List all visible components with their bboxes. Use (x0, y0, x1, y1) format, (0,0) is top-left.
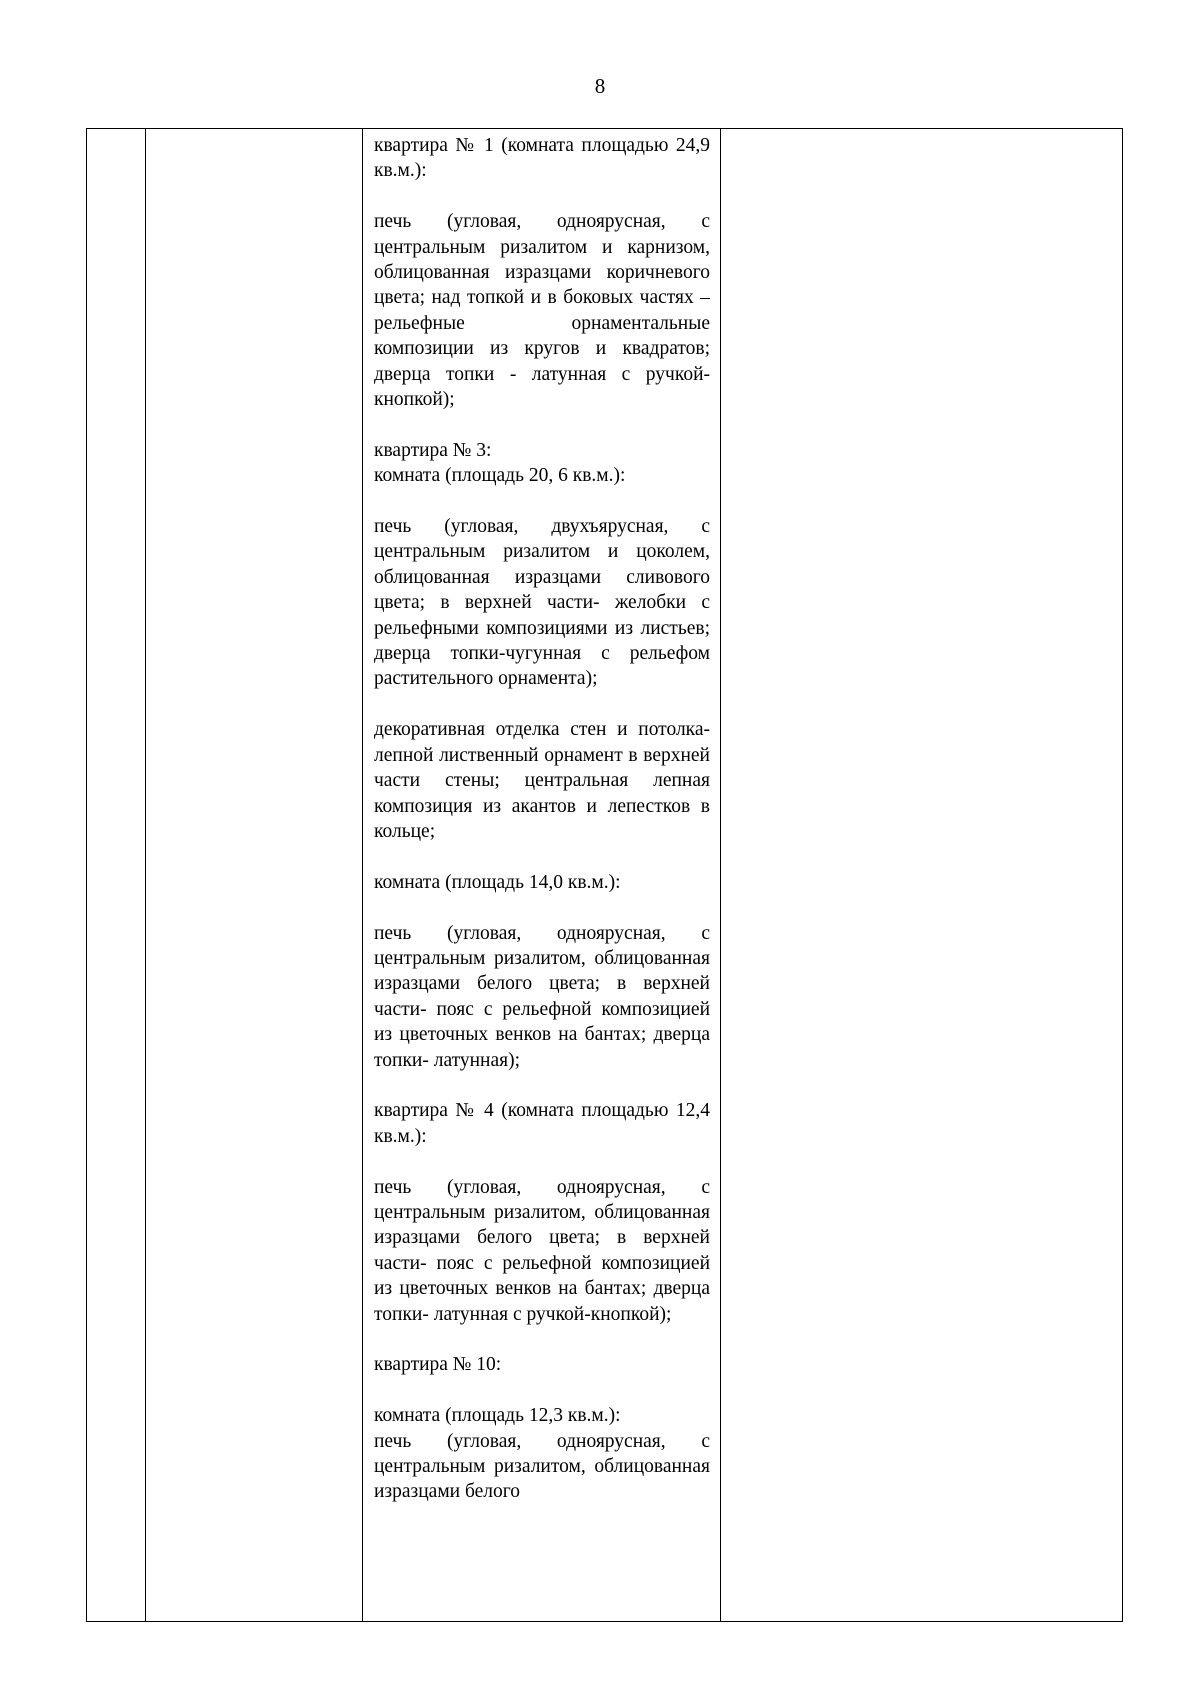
paragraph-stove-plum: печь (угловая, двухъярусная, с центральным ризалитом и цоколем, облицованная изразцами сливового цвета; в верхней части- желобки с рельефными композициями из листьев; дверца топки-чугунная с рельефом растительного орнамента); (374, 516, 710, 690)
paragraph-room-14-0: комната (площадь 14,0 кв.м.): (374, 871, 621, 893)
paragraph-stove-brown: печь (угловая, одноярусная, с центральным ризалитом и карнизом, облицованная изразцами коричневого цвета; над топкой и в боковых частях – рельефные орнаментальные композиции из кругов и квадратов; дверца топки - латунная с ручкой-кнопкой); (374, 211, 710, 411)
paragraph-room-20-6: комната (площадь 20, 6 кв.м.): (374, 465, 626, 487)
page-number: 8 (594, 74, 606, 98)
table-row (87, 129, 1123, 1622)
description-content (363, 129, 720, 1505)
paragraph-room-12-3: комната (площадь 12,3 кв.м.): (374, 1405, 621, 1427)
paragraph-stove-white-2: печь (угловая, одноярусная, с центральным ризалитом, облицованная изразцами белого цвета; в верхней части- пояс с рельефной композицией из цветочных венков на бантах; дверца топки- латунная с ручкой-кнопкой); (374, 1176, 710, 1325)
table-cell-number (87, 129, 146, 1622)
paragraph-apartment-4: квартира № 4 (комната площадью 12,4 кв.м.): (374, 1100, 710, 1147)
document-table (86, 128, 1123, 1622)
paragraph-apartment-3: квартира № 3: (374, 439, 492, 461)
table-cell-description (363, 129, 721, 1622)
paragraph-apartment-1: квартира № 1 (комната площадью 24,9 кв.м.): (374, 135, 710, 182)
table-cell-name (146, 129, 363, 1622)
table-cell-notes (721, 129, 1123, 1622)
paragraph-stove-white-1: печь (угловая, одноярусная, с центральным ризалитом, облицованная изразцами белого цвета; в верхней части- пояс с рельефной композицией из цветочных венков на бантах; дверца топки- латунная); (374, 922, 710, 1071)
paragraph-stove-white-3: печь (угловая, одноярусная, с центральным ризалитом, облицованная изразцами белого (374, 1430, 710, 1503)
paragraph-apartment-10: квартира № 10: (374, 1354, 502, 1376)
paragraph-wall-decoration: декоративная отделка стен и потолка- лепной лиственный орнамент в верхней части стены; центральная лепная композиция из акантов и лепестков в кольце; (374, 719, 710, 842)
